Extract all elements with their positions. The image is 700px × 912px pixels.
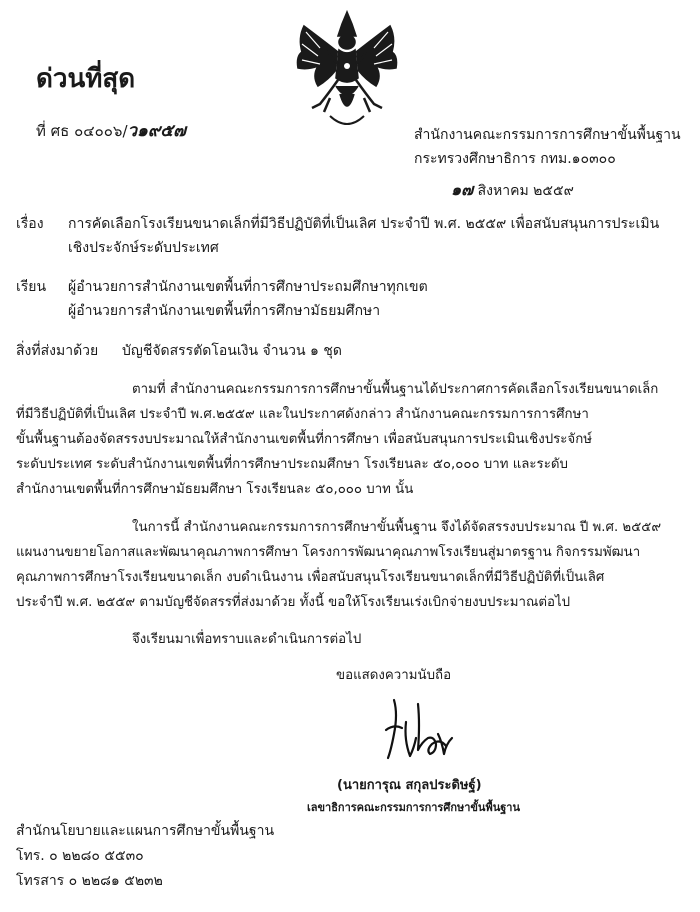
body-paragraph-2-line: ประจำปี พ.ศ. ๒๕๕๙ ตามบัญชีจัดสรรที่ส่งมาด้วย ทั้งนี้ ขอให้โรงเรียนเร่งเบิกจ่ายงบประมาณต่อไป [16,595,571,610]
garuda-emblem-icon [290,8,405,133]
enclosure-label: สิ่งที่ส่งมาด้วย [16,343,99,359]
contact-office: สำนักนโยบายและแผนการศึกษาขั้นพื้นฐาน [16,823,275,839]
letter-date [451,178,574,203]
body-paragraph-1-line: ระดับประเทศ ระดับสำนักงานเขตพื้นที่การศึกษาประถมศึกษา โรงเรียนละ ๕๐,๐๐๐ บาท และระดับ [16,457,568,472]
body-paragraph-2-line: ในการนี้ สำนักงานคณะกรรมการการศึกษาขั้นพื้นฐาน จึงได้จัดสรรงบประมาณ ปี พ.ศ. ๒๕๕๙ [132,520,662,535]
signer-name: (นายการุณ สกุลประดิษฐ์) [337,778,482,793]
issuer-office: สำนักงานคณะกรรมการการศึกษาขั้นพื้นฐาน [414,127,681,143]
date-day-handwritten: ๑๗ [451,180,474,199]
document-number [36,117,186,144]
issuer-ministry-address: กระทรวงศึกษาธิการ กทม.๑๐๓๐๐ [414,151,616,167]
contact-fax: โทรสาร ๐ ๒๒๘๑ ๕๒๓๒ [16,873,163,889]
recipient-line-1: ผู้อำนวยการสำนักงานเขตพื้นที่การศึกษาประถมศึกษาทุกเขต [68,279,428,295]
subject-line-1: การคัดเลือกโรงเรียนขนาดเล็กที่มีวิธีปฏิบัติที่เป็นเลิศ ประจำปี พ.ศ. ๒๕๕๙ เพื่อสนับสนุนการประเมิน [68,216,660,232]
closing-salutation: ขอแสดงความนับถือ [336,668,452,683]
body-paragraph-2-line: แผนงานขยายโอกาสและพัฒนาคุณภาพการศึกษา โครงการพัฒนาคุณภาพโรงเรียนสู่มาตรฐาน กิจกรรมพัฒนา [16,545,641,560]
body-paragraph-2-line: คุณภาพการศึกษาโรงเรียนขนาดเล็ก งบดำเนินงาน เพื่อสนับสนุนโรงเรียนขนาดเล็กที่มีวิธีปฏิบัติที่เป็นเลิศ [16,570,605,585]
urgency-heading: ด่วนที่สุด [36,64,136,94]
body-paragraph-1-line: สำนักงานเขตพื้นที่การศึกษามัธยมศึกษา โรงเรียนละ ๕๐,๐๐๐ บาท นั้น [16,482,414,497]
body-paragraph-1-line: ขั้นพื้นฐานต้องจัดสรรงบประมาณให้สำนักงานเขตพื้นที่การศึกษา เพื่อสนับสนุนการประเมินเชิงประจักษ์ [16,432,593,447]
subject-line-2: เชิงประจักษ์ระดับประเทศ [68,240,219,256]
document-number-handwritten: ว๑๙๕๗ [127,121,186,141]
recipient-label: เรียน [16,279,47,295]
recipient-line-2: ผู้อำนวยการสำนักงานเขตพื้นที่การศึกษามัธยมศึกษา [68,303,381,319]
body-paragraph-3: จึงเรียนมาเพื่อทราบและดำเนินการต่อไป [132,632,362,647]
date-month-year: สิงหาคม ๒๕๕๙ [473,183,574,199]
enclosure-value: บัญชีจัดสรรตัดโอนเงิน จำนวน ๑ ชุด [122,343,342,359]
signer-position: เลขาธิการคณะกรรมการการศึกษาขั้นพื้นฐาน [307,801,520,814]
subject-label: เรื่อง [16,216,44,232]
document-number-prefix: ที่ ศธ ๐๔๐๐๖/ [36,122,128,140]
body-paragraph-1-line: ที่มีวิธีปฏิบัติที่เป็นเลิศ ประจำปี พ.ศ.๒๕๕๙ และในประกาศดังกล่าว สำนักงานคณะกรรมการการศึกษา [16,407,589,422]
handwritten-signature [376,694,462,770]
contact-telephone: โทร. ๐ ๒๒๘๐ ๕๕๓๐ [16,848,144,864]
body-paragraph-1-line: ตามที่ สำนักงานคณะกรรมการการศึกษาขั้นพื้นฐานได้ประกาศการคัดเลือกโรงเรียนขนาดเล็ก [132,382,659,397]
